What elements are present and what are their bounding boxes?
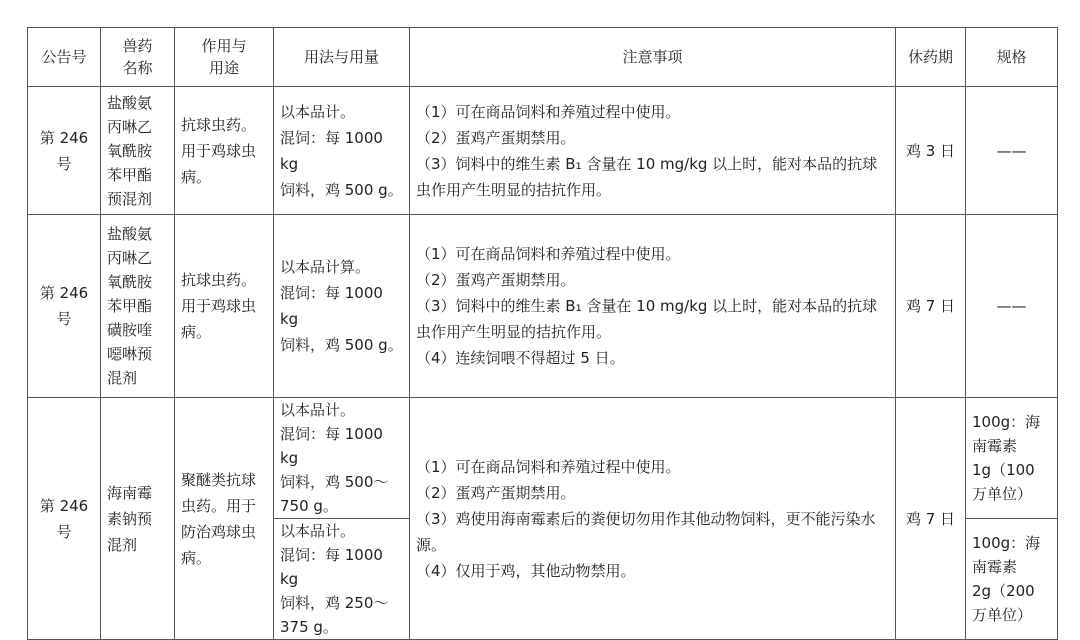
table-row [28,87,1058,215]
header-row [28,28,1058,87]
spec-cell: —— [966,87,1058,215]
notes-cell [410,398,896,640]
use-cell: 聚醚类抗球 虫药。用于 防治鸡球虫 病。 [175,398,274,640]
notes-cell [410,87,896,215]
header-name: 兽药 名称 [101,28,175,87]
note-item: （4）连续饲喂不得超过 5 日。 [416,349,625,367]
header-notice: 公告号 [28,28,101,87]
dosage-cell: 以本品计。 混饲：每 1000 kg 饲料，鸡 500～ 750 g。 [274,398,410,519]
withdrawal-cell: 鸡 7 日 [896,215,966,398]
dosage-cell: 以本品计算。 混饲：每 1000 kg 饲料，鸡 500 g。 [274,215,410,398]
drug-name-cell: 海南霉 素钠预 混剂 [101,398,175,640]
note-item: （2）蛋鸡产蛋期禁用。 [416,128,576,147]
spec-cell: 100g：海 南霉素 2g（200 万单位） [966,519,1058,640]
dosage-cell: 以本品计。 混饲：每 1000 kg 饲料，鸡 250～ 375 g。 [274,519,410,640]
spec-cell: —— [966,215,1058,398]
drug-name-cell: 盐酸氨 丙啉乙 氧酰胺 苯甲酯 磺胺喹 噁啉预 混剂 [101,215,175,398]
drug-table [27,27,1058,640]
table-row [28,398,1058,519]
note-item: （2）蛋鸡产蛋期禁用。 [416,271,576,289]
table-row [28,215,1058,398]
spec-cell: 100g：海 南霉素 1g（100 万单位） [966,398,1058,519]
note-item: （3）鸡使用海南霉素后的粪便切勿用作其他动物饲料，更不能污染水源。 [416,509,876,554]
dosage-cell: 以本品计。 混饲：每 1000 kg 饲料，鸡 500 g。 [274,87,410,215]
note-item: （3）饲料中的维生素 B₁ 含量在 10 mg/kg 以上时，能对本品的抗球虫作用产生明显的拮抗作用。 [416,154,878,199]
note-item: （1）可在商品饲料和养殖过程中使用。 [416,102,681,121]
notice-cell: 第 246 号 [28,398,101,640]
header-withdrawal: 休药期 [896,28,966,87]
note-item: （4）仅用于鸡，其他动物禁用。 [416,561,636,580]
header-dosage: 用法与用量 [274,28,410,87]
header-use: 作用与 用途 [175,28,274,87]
note-item: （2）蛋鸡产蛋期禁用。 [416,483,576,502]
drug-name-cell: 盐酸氨 丙啉乙 氧酰胺 苯甲酯 预混剂 [101,87,175,215]
notes-cell [410,215,896,398]
withdrawal-cell: 鸡 3 日 [896,87,966,215]
notice-cell: 第 246 号 [28,215,101,398]
note-item: （1）可在商品饲料和养殖过程中使用。 [416,457,681,476]
header-notes: 注意事项 [410,28,896,87]
note-item: （1）可在商品饲料和养殖过程中使用。 [416,245,681,263]
withdrawal-cell: 鸡 7 日 [896,398,966,640]
use-cell: 抗球虫药。 用于鸡球虫 病。 [175,87,274,215]
use-cell: 抗球虫药。 用于鸡球虫 病。 [175,215,274,398]
note-item: （3）饲料中的维生素 B₁ 含量在 10 mg/kg 以上时，能对本品的抗球虫作用产生明显的拮抗作用。 [416,297,878,341]
header-spec: 规格 [966,28,1058,87]
notice-cell: 第 246 号 [28,87,101,215]
